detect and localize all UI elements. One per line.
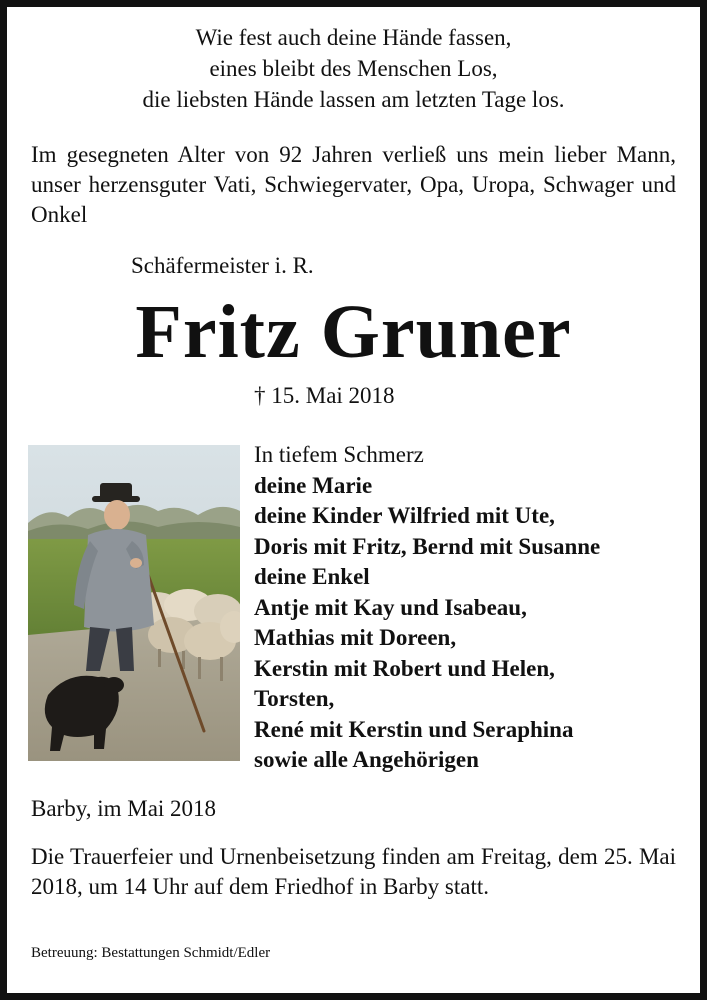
- mourner-line: Antje mit Kay und Isabeau,: [254, 594, 527, 620]
- mourner-line: Torsten,: [254, 686, 335, 711]
- undertaker-credit: Betreuung: Bestattungen Schmidt/Edler: [31, 945, 271, 961]
- mourner-line: deine Marie: [254, 472, 373, 498]
- verse-line: eines bleibt des Menschen Los,: [209, 56, 498, 81]
- mourner-line: deine Kinder Wilfried mit Ute,: [254, 503, 555, 528]
- memorial-verse: [0, 22, 707, 115]
- mourner-line: René mit Kerstin und Seraphina: [254, 716, 574, 742]
- deceased-title: Schäfermeister i. R.: [131, 253, 314, 278]
- mourner-line: Doris mit Fritz, Bernd mit Susanne: [254, 533, 601, 559]
- verse-line: Wie fest auch deine Hände fassen,: [195, 25, 512, 50]
- mourner-line: sowie alle Angehörigen: [254, 747, 479, 772]
- mourner-line: Kerstin mit Robert und Helen,: [254, 655, 555, 681]
- mourner-line: Mathias mit Doreen,: [254, 625, 457, 650]
- mourners-block: [254, 440, 600, 776]
- portrait-photo: [28, 445, 240, 761]
- place-date: Barby, im Mai 2018: [31, 796, 217, 821]
- death-date: † 15. Mai 2018: [254, 383, 395, 408]
- deceased-name: Fritz Gruner: [135, 290, 572, 374]
- verse-line: die liebsten Hände lassen am letzten Tage los.: [142, 87, 565, 112]
- funeral-notice: Die Trauerfeier und Urnenbeisetzung finden am Freitag, dem 25. Mai 2018, um 14 Uhr auf dem Friedhof in Barby statt.: [31, 844, 676, 899]
- mourner-line: deine Enkel: [254, 564, 370, 589]
- mourners-heading: In tiefem Schmerz: [254, 442, 424, 467]
- intro-text: Im gesegneten Alter von 92 Jahren verließ uns mein lieber Mann, unser herzensguter Vati, Schwiegervater, Opa, Uropa, Schwager und Onkel: [31, 142, 676, 227]
